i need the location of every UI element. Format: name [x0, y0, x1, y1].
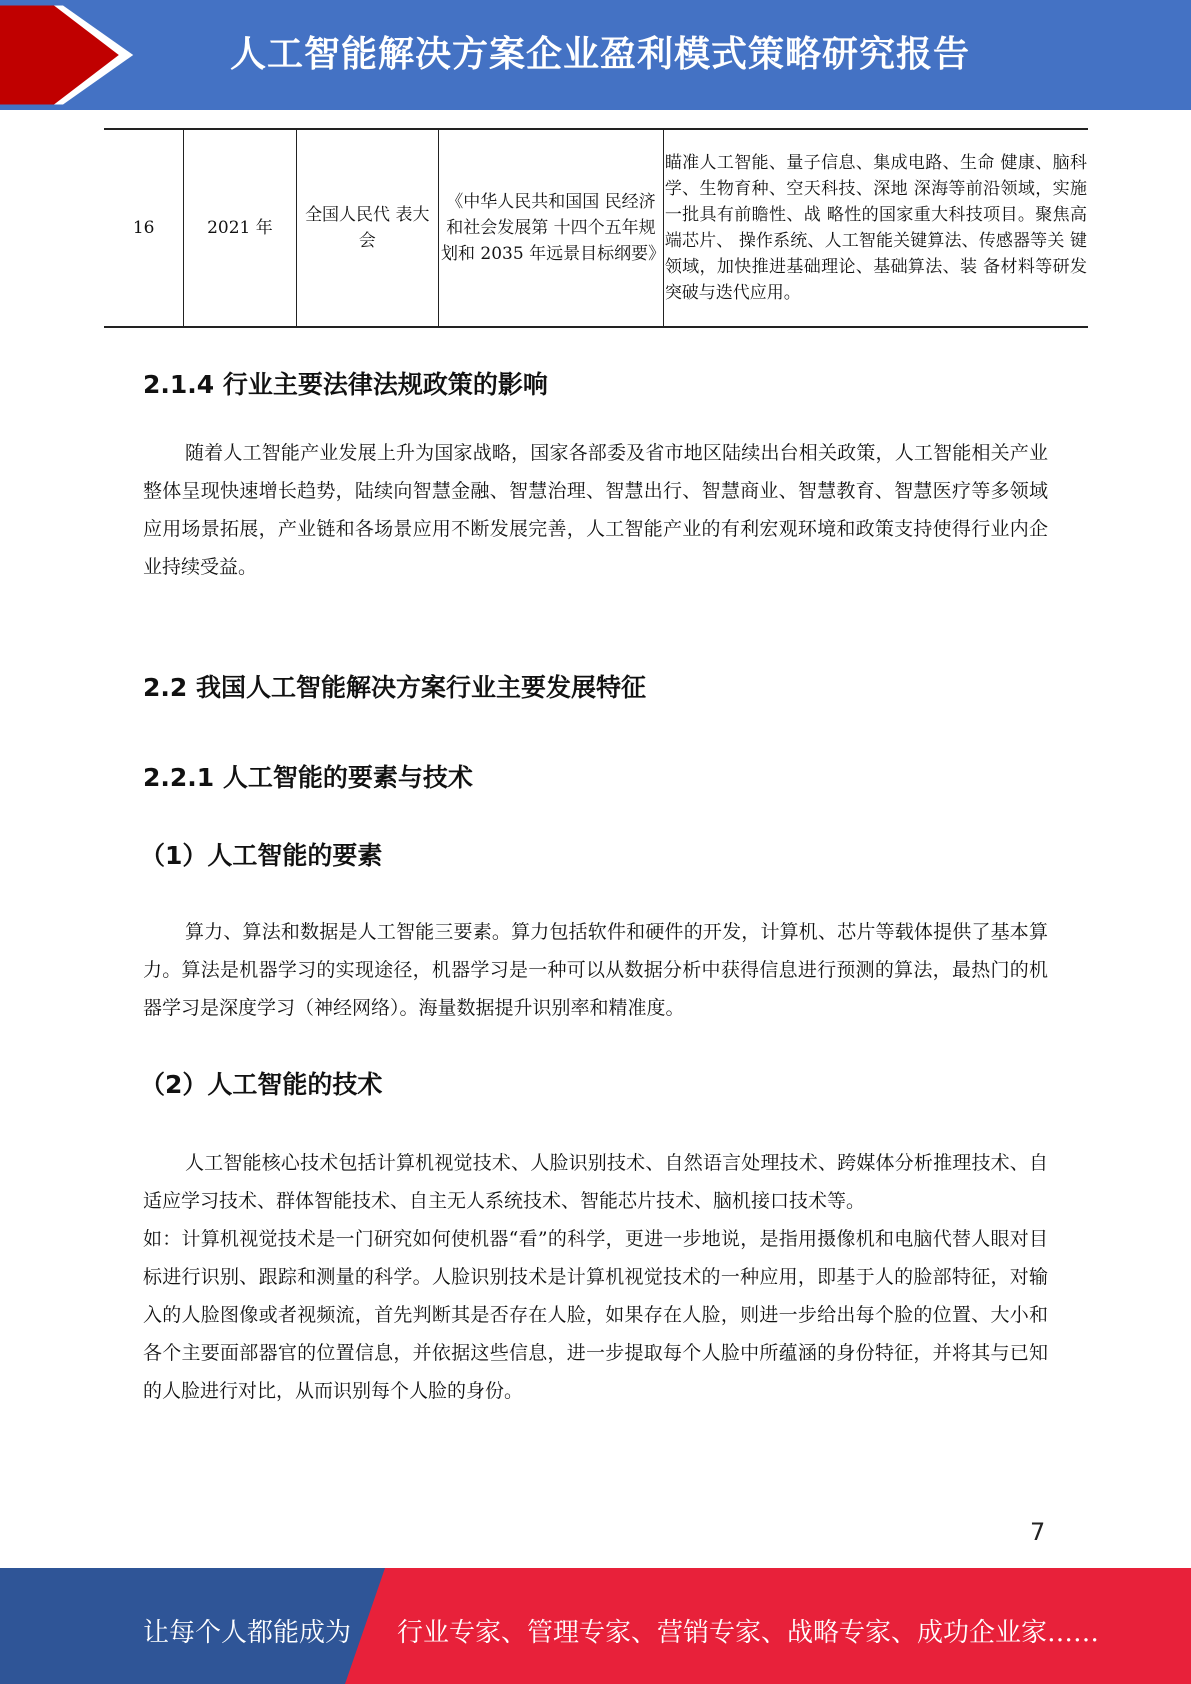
section-heading-2-2: 2.2 我国人工智能解决方案行业主要发展特征 [143, 673, 646, 702]
page-header [0, 0, 1191, 110]
subheading-elements: （1）人工智能的要素 [140, 841, 383, 870]
paragraph-technologies [143, 1144, 1048, 1410]
footer-slogan-right: 行业专家、管理专家、营销专家、战略专家、成功企业家…… [397, 1618, 1100, 1648]
subheading-technologies: （2）人工智能的技术 [140, 1070, 383, 1099]
paragraph-text: 随着人工智能产业发展上升为国家战略，国家各部委及省市地区陆续出台相关政策，人工智能相关产业整体呈现快速增长趋势，陆续向智慧金融、智慧治理、智慧出行、智慧商业、智慧教育、智慧医疗等多领域应用场景拓展，产业链和各场景应用不断发展完善，人工智能产业的有利宏观环境和政策支持使得行业内企业持续受益。 [143, 442, 1048, 578]
row-year: 2021 年 [184, 129, 296, 327]
report-title: 人工智能解决方案企业盈利模式策略研究报告 [230, 34, 971, 75]
row-document: 《中华人民共和国国 民经济和社会发展第 十四个五年规划和 2035 年远景目标纲要》 [439, 129, 664, 327]
header-arrow-decoration [0, 0, 135, 110]
row-issuer: 全国人民代 表大会 [296, 129, 438, 327]
table-row [104, 129, 1088, 327]
paragraph-text: 算力、算法和数据是人工智能三要素。算力包括软件和硬件的开发，计算机、芯片等载体提供了基本算力。算法是机器学习的实现途径，机器学习是一种可以从数据分析中获得信息进行预测的算法，最热门的机器学习是深度学习（神经网络）。海量数据提升识别率和精准度。 [143, 921, 1048, 1019]
row-number: 16 [104, 129, 184, 327]
paragraph-text: 人工智能核心技术包括计算机视觉技术、人脸识别技术、自然语言处理技术、跨媒体分析推理技术、自适应学习技术、群体智能技术、自主无人系统技术、智能芯片技术、脑机接口技术等。 [143, 1152, 1048, 1212]
row-content: 瞄准人工智能、量子信息、集成电路、生命 健康、脑科学、生物育种、空天科技、深地 深海等前沿领域，实施一批具有前瞻性、战 略性的国家重大科技项目。聚焦高端芯片、 操作系统、人工智能关键算法、传感器等关 键领域，加快推进基础理论、基础算法、装 备材料等研发突破与迭代应用。 [663, 129, 1088, 327]
page-footer [0, 1568, 1191, 1684]
section-heading-2-2-1: 2.2.1 人工智能的要素与技术 [143, 763, 473, 792]
page-number: 7 [1030, 1518, 1046, 1546]
paragraph-elements [143, 913, 1048, 1027]
paragraph-text: 如：计算机视觉技术是一门研究如何使机器“看”的科学，更进一步地说，是指用摄像机和电脑代替人眼对目标进行识别、跟踪和测量的科学。人脸识别技术是计算机视觉技术的一种应用，即基于人的脸部特征，对输入的人脸图像或者视频流，首先判断其是否存在人脸，如果存在人脸，则进一步给出每个脸的位置、大小和各个主要面部器官的位置信息，并依据这些信息，进一步提取每个人脸中所蕴涵的身份特征，并将其与已知的人脸进行对比，从而识别每个人脸的身份。 [143, 1228, 1048, 1402]
section-heading-2-1-4: 2.1.4 行业主要法律法规政策的影响 [143, 370, 548, 399]
section-paragraph-2-1-4 [143, 434, 1048, 586]
footer-slogan-left: 让每个人都能成为 [143, 1618, 352, 1648]
policy-table [104, 128, 1088, 328]
